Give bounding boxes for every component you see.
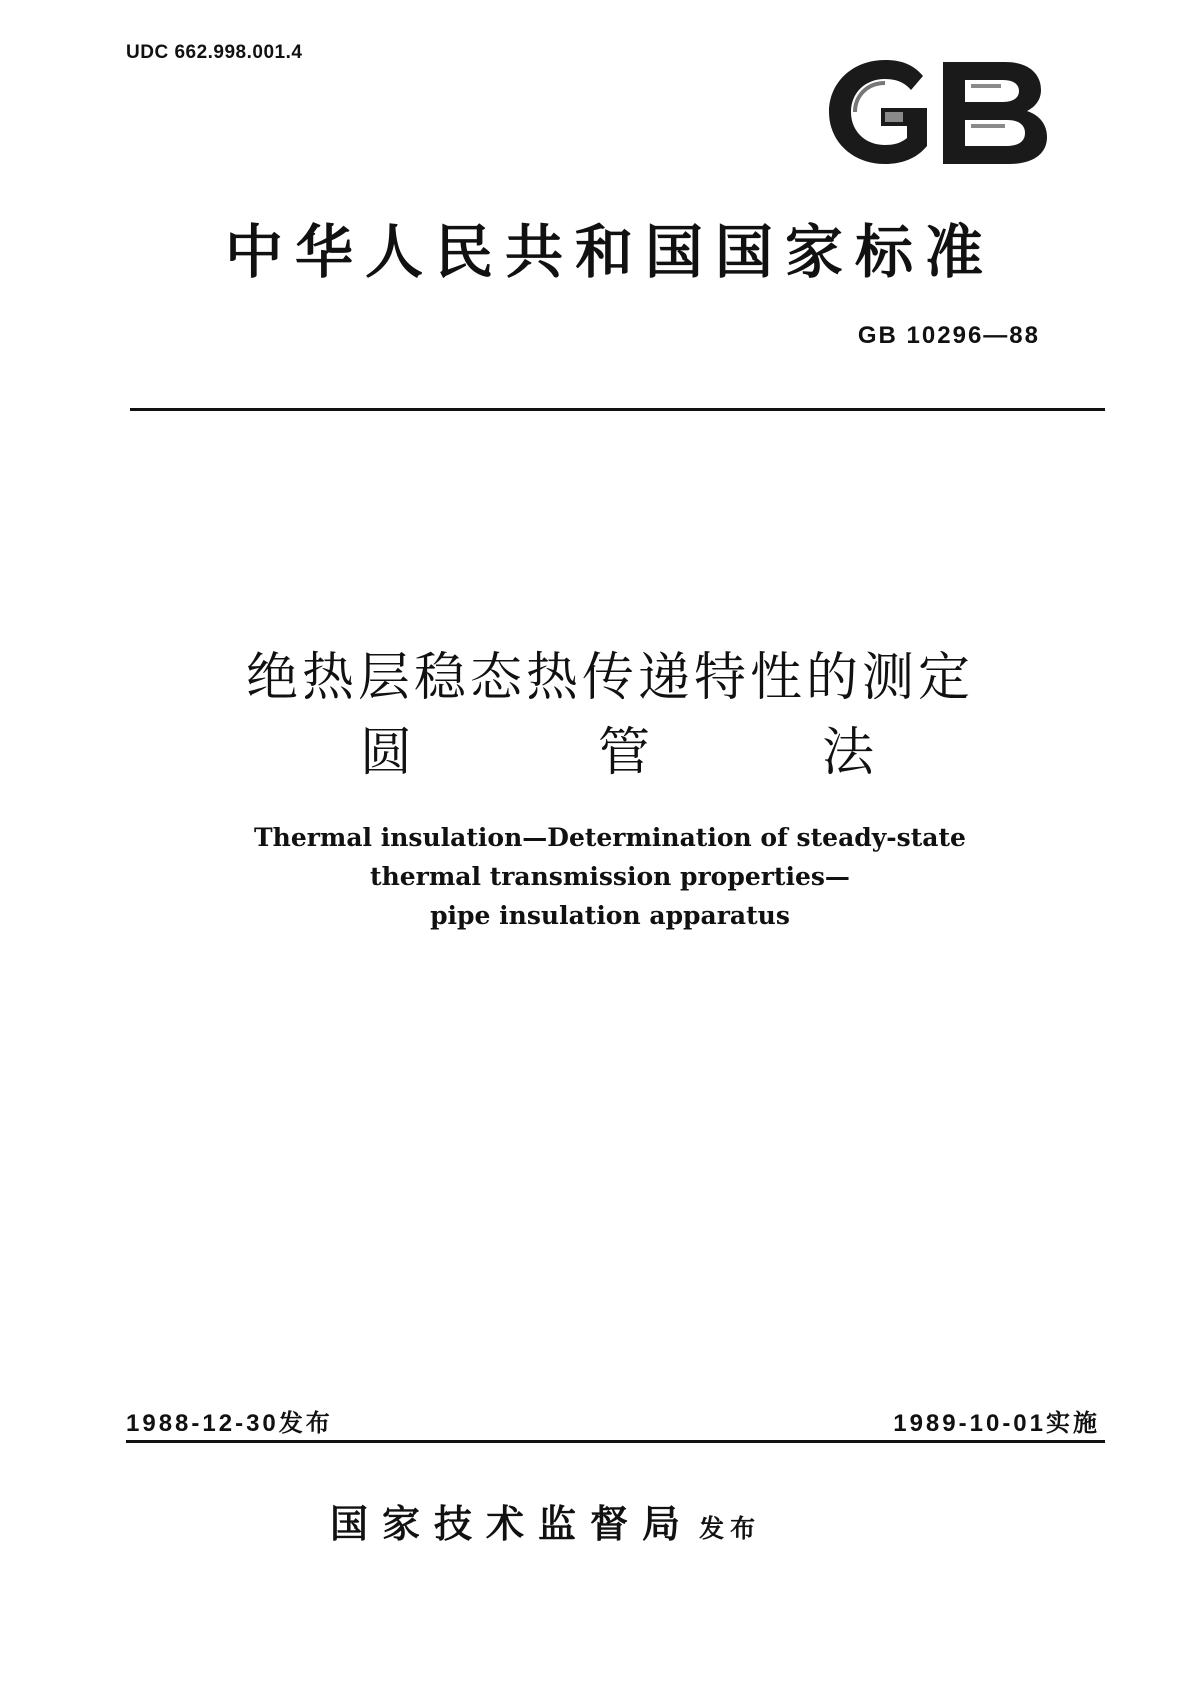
chinese-title-line-1: 绝热层稳态热传递特性的测定: [245, 648, 974, 708]
issue-date: 1988-12-30发布: [126, 1410, 333, 1437]
chinese-title-char: 圆: [360, 723, 413, 783]
top-divider: [130, 408, 1105, 411]
chinese-title-char: 法: [822, 723, 875, 783]
english-title: [130, 818, 1090, 935]
udc-code: UDC 662.998.001.4: [126, 42, 303, 63]
gb-logo-icon: [815, 52, 1055, 172]
chinese-title-char: 管: [598, 723, 651, 783]
english-title-line: thermal transmission properties—: [370, 862, 850, 891]
english-title-line: Thermal insulation—Determination of steady-state: [254, 823, 966, 852]
publisher-org: 国家技术监督局: [330, 1501, 695, 1546]
publisher-suffix: 发布: [699, 1514, 762, 1543]
bottom-divider: [126, 1440, 1105, 1443]
standard-title: 中华人民共和国国家标准: [224, 218, 995, 286]
english-title-line: pipe insulation apparatus: [430, 901, 790, 930]
effective-date: 1989-10-01实施: [893, 1410, 1100, 1437]
standard-number: GB 10296—88: [857, 322, 1040, 349]
publisher: [330, 1493, 761, 1548]
chinese-title-line-2: [360, 710, 880, 783]
